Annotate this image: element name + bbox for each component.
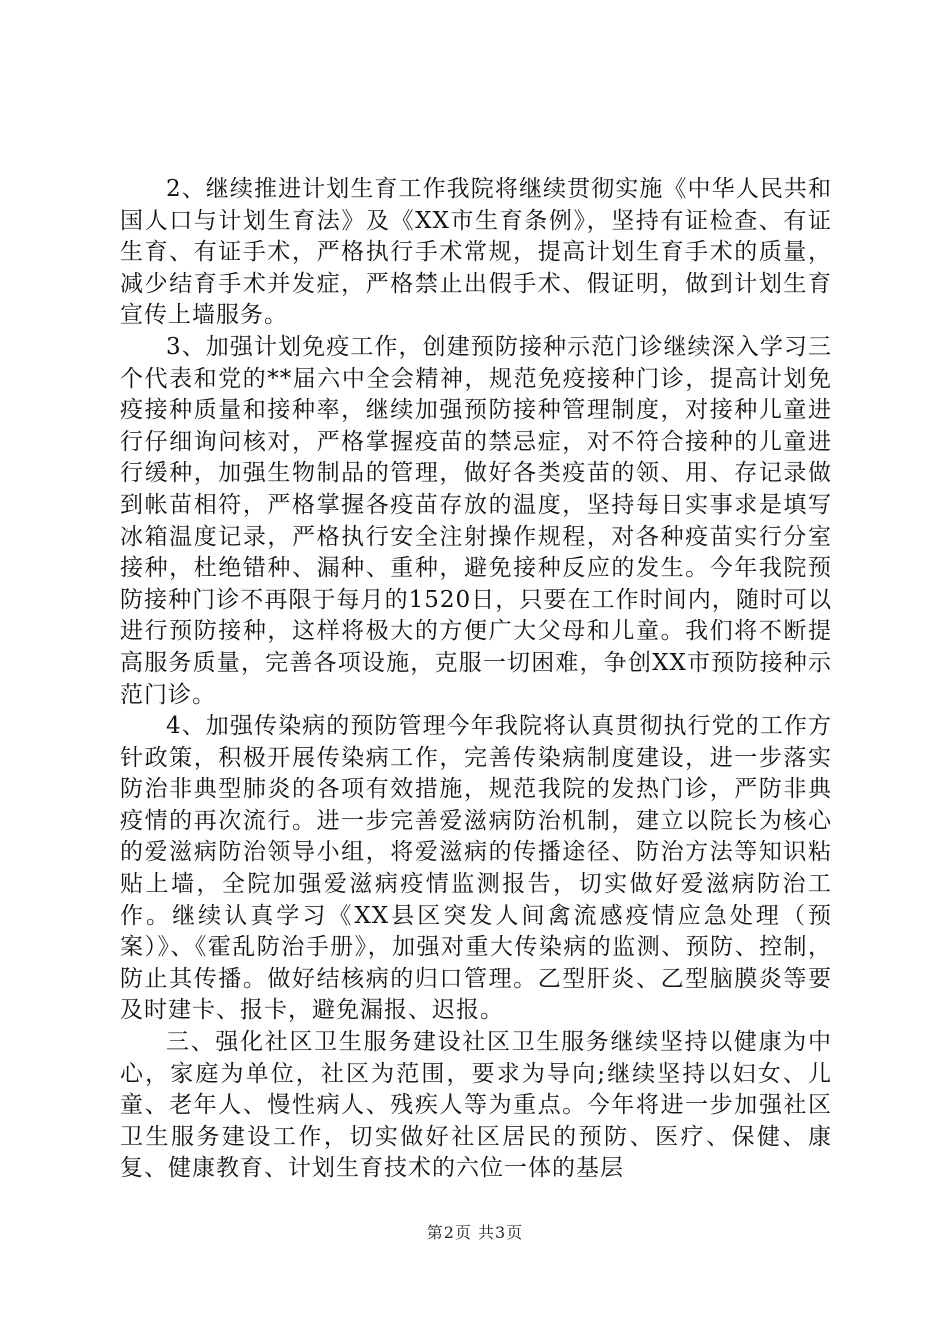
page-number-footer: 第2页 共3页 (426, 1223, 524, 1242)
document-body (120, 174, 832, 1185)
paragraph-immunization: 3、加强计划免疫工作，创建预防接种示范门诊继续深入学习三个代表和党的**届六中全会精神，规范免疫接种门诊，提高计划免疫接种质量和接种率，继续加强预防接种管理制度，对接种儿童进行仔细询问核对，严格掌握疫苗的禁忌症，对不符合接种的儿童进行缓种，加强生物制品的管理，做好各类疫苗的领、用、存记录做到帐苗相符，严格掌握各疫苗存放的温度，坚持每日实事求是填写冰箱温度记录，严格执行安全注射操作规程，对各种疫苗实行分室接种，杜绝错种、漏种、重种，避免接种反应的发生。今年我院预防接种门诊不再限于每月的1520日，只要在工作时间内，随时可以进行预防接种，这样将极大的方便广大父母和儿童。我们将不断提高服务质量，完善各项设施，克服一切困难，争创XX市预防接种示范门诊。 (120, 333, 832, 708)
paragraph-community-health: 三、强化社区卫生服务建设社区卫生服务继续坚持以健康为中心，家庭为单位，社区为范围，要求为导向;继续坚持以妇女、儿童、老年人、慢性病人、残疾人等为重点。今年将进一步加强社区卫生服务建设工作，切实做好社区居民的预防、医疗、保健、康复、健康教育、计划生育技术的六位一体的基层 (120, 1029, 832, 1182)
paragraph-family-planning: 2、继续推进计划生育工作我院将继续贯彻实施《中华人民共和国人口与计划生育法》及《XX市生育条例》，坚持有证检查、有证生育、有证手术，严格执行手术常规，提高计划生育手术的质量，减少结育手术并发症，严格禁止出假手术、假证明，做到计划生育宣传上墙服务。 (120, 176, 832, 329)
paragraph-infectious-disease: 4、加强传染病的预防管理今年我院将认真贯彻执行党的工作方针政策，积极开展传染病工作，完善传染病制度建设，进一步落实防治非典型肺炎的各项有效措施，规范我院的发热门诊，严防非典疫情的再次流行。进一步完善爱滋病防治机制，建立以院长为核心的爱滋病防治领导小组，将爱滋病的传播途径、防治方法等知识粘贴上墙，全院加强爱滋病疫情监测报告，切实做好爱滋病防治工作。继续认真学习《XX县区突发人间禽流感疫情应急处理（预案）》、《霍乱防治手册》，加强对重大传染病的监测、预防、控制，防止其传播。做好结核病的归口管理。乙型肝炎、乙型脑膜炎等要及时建卡、报卡，避免漏报、迟报。 (120, 713, 832, 1024)
